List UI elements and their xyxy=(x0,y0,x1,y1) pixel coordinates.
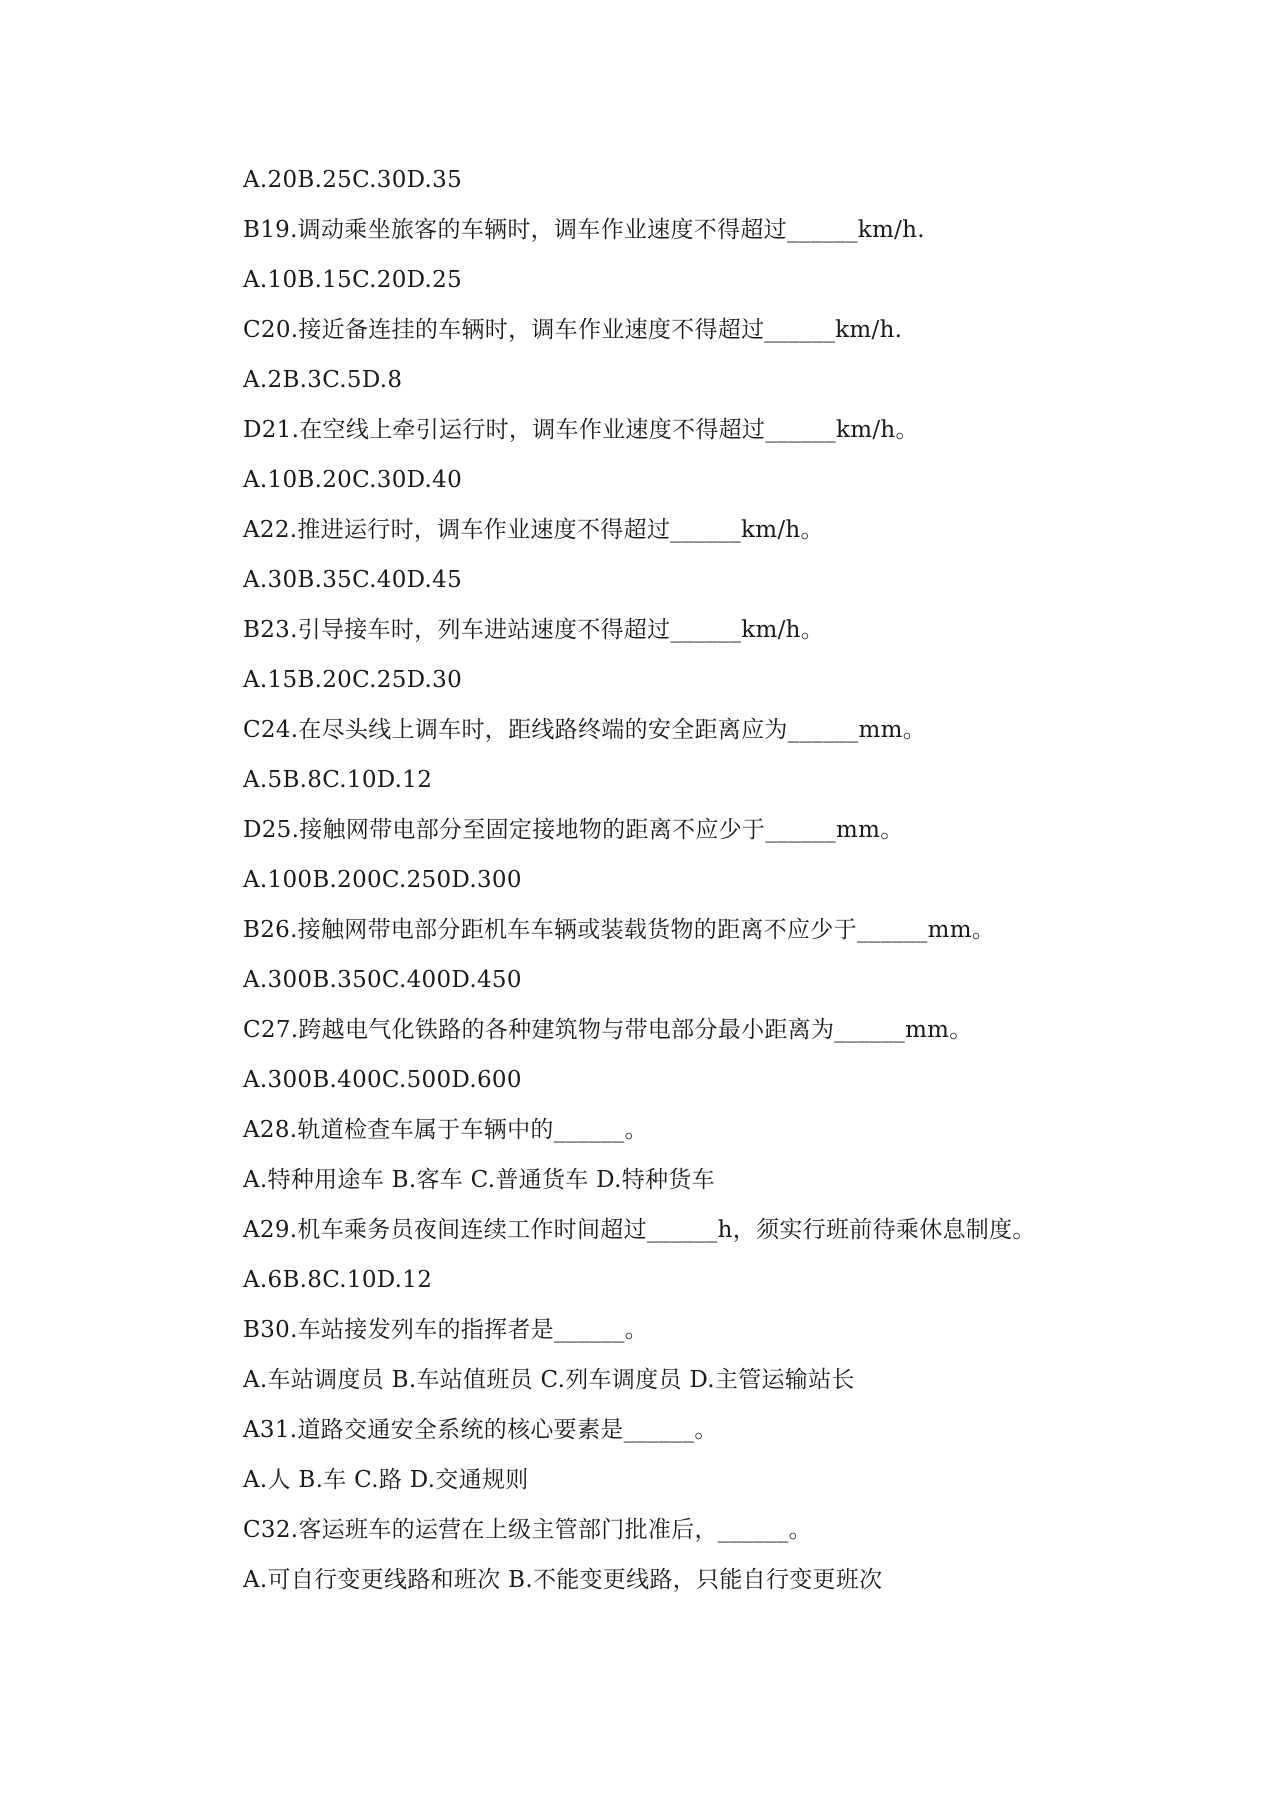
options-line: A.可自行变更线路和班次 B.不能变更线路，只能自行变更班次 xyxy=(243,1567,883,1593)
question-line: B19.调动乘坐旅客的车辆时，调车作业速度不得超过______km/h. xyxy=(243,217,925,243)
question-line: C24.在尽头线上调车时，距线路终端的安全距离应为______mm。 xyxy=(243,717,926,743)
question-line: B26.接触网带电部分距机车车辆或装载货物的距离不应少于______mm。 xyxy=(243,917,996,943)
options-line: A.特种用途车 B.客车 C.普通货车 D.特种货车 xyxy=(243,1167,715,1193)
question-line: C20.接近备连挂的车辆时，调车作业速度不得超过______km/h. xyxy=(243,317,903,343)
question-line: B23.引导接车时，列车进站速度不得超过______km/h。 xyxy=(243,617,825,643)
options-line: A.100B.200C.250D.300 xyxy=(243,867,522,893)
question-line: D25.接触网带电部分至固定接地物的距离不应少于______mm。 xyxy=(243,817,904,843)
question-line: A28.轨道检查车属于车辆中的______。 xyxy=(243,1117,648,1143)
options-line: A.2B.3C.5D.8 xyxy=(243,367,403,393)
text-line: A.20B.25C.30D.35 xyxy=(243,167,463,193)
document-page xyxy=(243,160,1243,1610)
options-line: A.300B.400C.500D.600 xyxy=(243,1067,522,1093)
options-line: A.300B.350C.400D.450 xyxy=(243,967,522,993)
options-line: A.人 B.车 C.路 D.交通规则 xyxy=(243,1467,529,1493)
question-line: A29.机车乘务员夜间连续工作时间超过______h，须实行班前待乘休息制度。 xyxy=(243,1217,1036,1243)
options-line: A.5B.8C.10D.12 xyxy=(243,767,433,793)
question-line: A22.推进运行时，调车作业速度不得超过______km/h。 xyxy=(243,517,824,543)
options-line: A.车站调度员 B.车站值班员 C.列车调度员 D.主管运输站长 xyxy=(243,1367,855,1393)
question-line: B30.车站接发列车的指挥者是______。 xyxy=(243,1317,649,1343)
question-line: A31.道路交通安全系统的核心要素是______。 xyxy=(243,1417,718,1443)
question-line: C32.客运班车的运营在上级主管部门批准后，______。 xyxy=(243,1517,812,1543)
options-line: A.6B.8C.10D.12 xyxy=(243,1267,433,1293)
question-line: D21.在空线上牵引运行时，调车作业速度不得超过______km/h。 xyxy=(243,417,919,443)
options-line: A.30B.35C.40D.45 xyxy=(243,567,463,593)
options-line: A.15B.20C.25D.30 xyxy=(243,667,463,693)
question-line: C27.跨越电气化铁路的各种建筑物与带电部分最小距离为______mm。 xyxy=(243,1017,973,1043)
options-line: A.10B.15C.20D.25 xyxy=(243,267,463,293)
options-line: A.10B.20C.30D.40 xyxy=(243,467,463,493)
